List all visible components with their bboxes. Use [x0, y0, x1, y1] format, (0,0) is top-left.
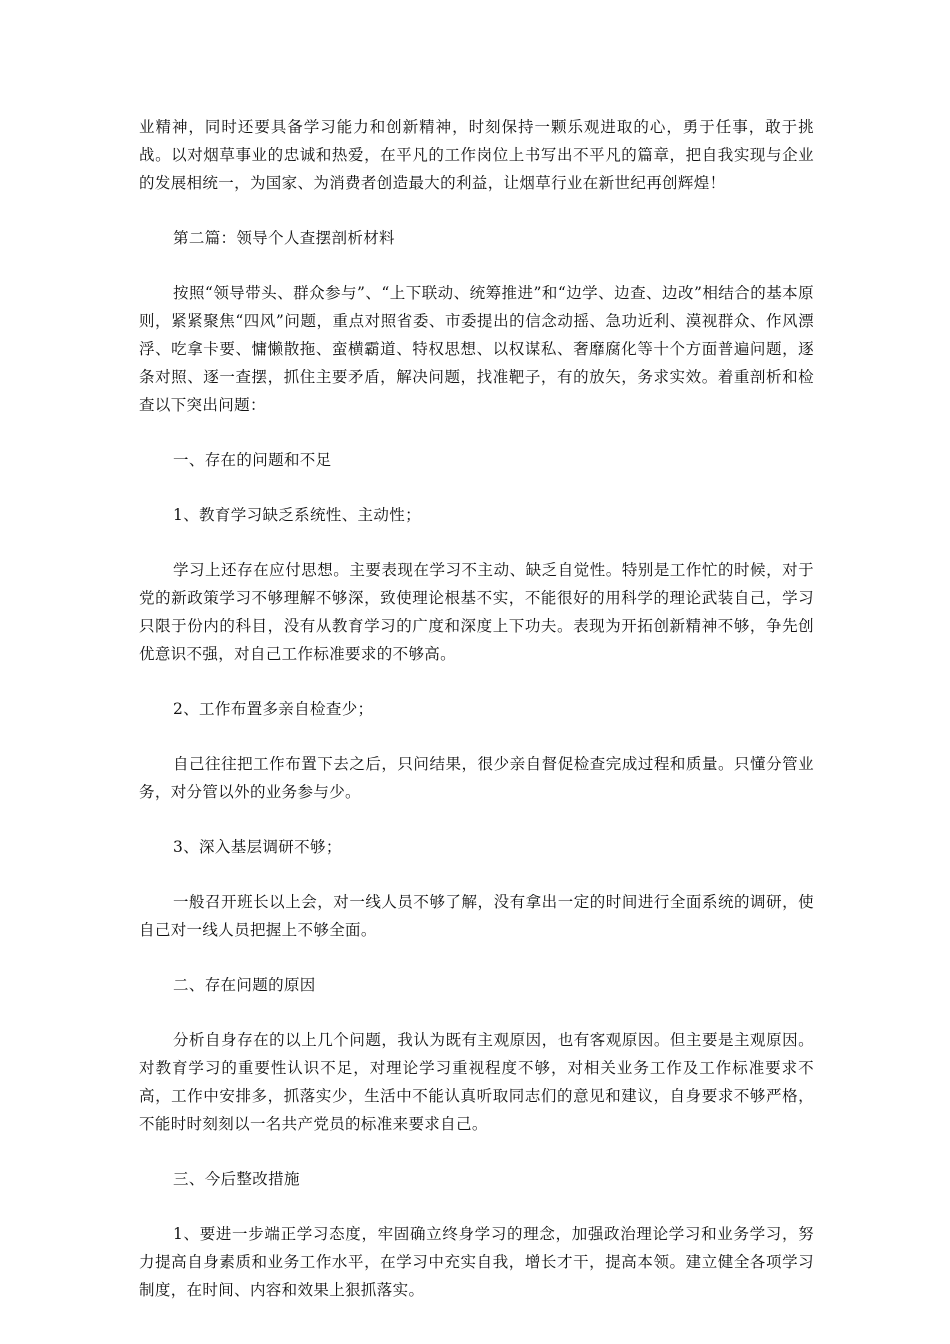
subheading-research: 3、深入基层调研不够； [173, 838, 342, 856]
heading-problems: 一、存在的问题和不足 [173, 451, 332, 469]
paragraph-inspection: 自己往往把工作布置下去之后，只问结果，很少亲自督促检查完成过程和质量。只懂分管业务，对分管以外的业务参与少。 [139, 755, 814, 801]
subheading-inspection: 2、工作布置多亲自检查少； [173, 700, 374, 718]
paragraph-causes: 分析自身存在的以上几个问题，我认为既有主观原因，也有客观原因。但主要是主观原因。对教育学习的重要性认识不足，对理论学习重视程度不够，对相关业务工作及工作标准要求不高，工作中安排多，抓落实少，生活中不能认真听取同志们的意见和建议，自身要求不够严格，不能时时刻刻以一名共产党员的标准来要求自己。 [139, 1031, 814, 1133]
heading-causes: 二、存在问题的原因 [173, 976, 316, 994]
heading-measures: 三、今后整改措施 [173, 1170, 300, 1188]
section-title-part-two: 第二篇：领导个人查摆剖析材料 [173, 229, 395, 247]
subheading-learning: 1、教育学习缺乏系统性、主动性； [173, 506, 421, 524]
paragraph-intro-continuation: 业精神，同时还要具备学习能力和创新精神，时刻保持一颗乐观进取的心，勇于任事，敢于挑战。以对烟草事业的忠诚和热爱，在平凡的工作岗位上书写出不平凡的篇章，把自我实现与企业的发展相统一，为国家、为消费者创造最大的利益，让烟草行业在新世纪再创辉煌！ [139, 118, 814, 192]
paragraph-principles: 按照“领导带头、群众参与”、“上下联动、统筹推进”和“边学、边查、边改”相结合的基本原则，紧紧聚焦“四风”问题，重点对照省委、市委提出的信念动摇、急功近利、漠视群众、作风漂浮、吃拿卡要、慵懒散拖、蛮横霸道、特权思想、以权谋私、奢靡腐化等十个方面普遍问题，逐条对照、逐一查摆，抓住主要矛盾，解决问题，找准靶子，有的放矢，务求实效。着重剖析和检查以下突出问题： [139, 284, 814, 414]
paragraph-measure-1: 1、要进一步端正学习态度，牢固确立终身学习的理念，加强政治理论学习和业务学习，努力提高自身素质和业务工作水平，在学习中充实自我，增长才干，提高本领。建立健全各项学习制度，在时间、内容和效果上狠抓落实。 [139, 1225, 814, 1299]
paragraph-learning: 学习上还存在应付思想。主要表现在学习不主动、缺乏自觉性。特别是工作忙的时候，对于党的新政策学习不够理解不够深，致使理论根基不实，不能很好的用科学的理论武装自己，学习只限于份内的科目，没有从教育学习的广度和深度上下功夫。表现为开拓创新精神不够，争先创优意识不强，对自己工作标准要求的不够高。 [139, 561, 814, 663]
paragraph-research: 一般召开班长以上会，对一线人员不够了解，没有拿出一定的时间进行全面系统的调研，使自己对一线人员把握上不够全面。 [139, 893, 814, 939]
document-body [139, 113, 814, 1331]
